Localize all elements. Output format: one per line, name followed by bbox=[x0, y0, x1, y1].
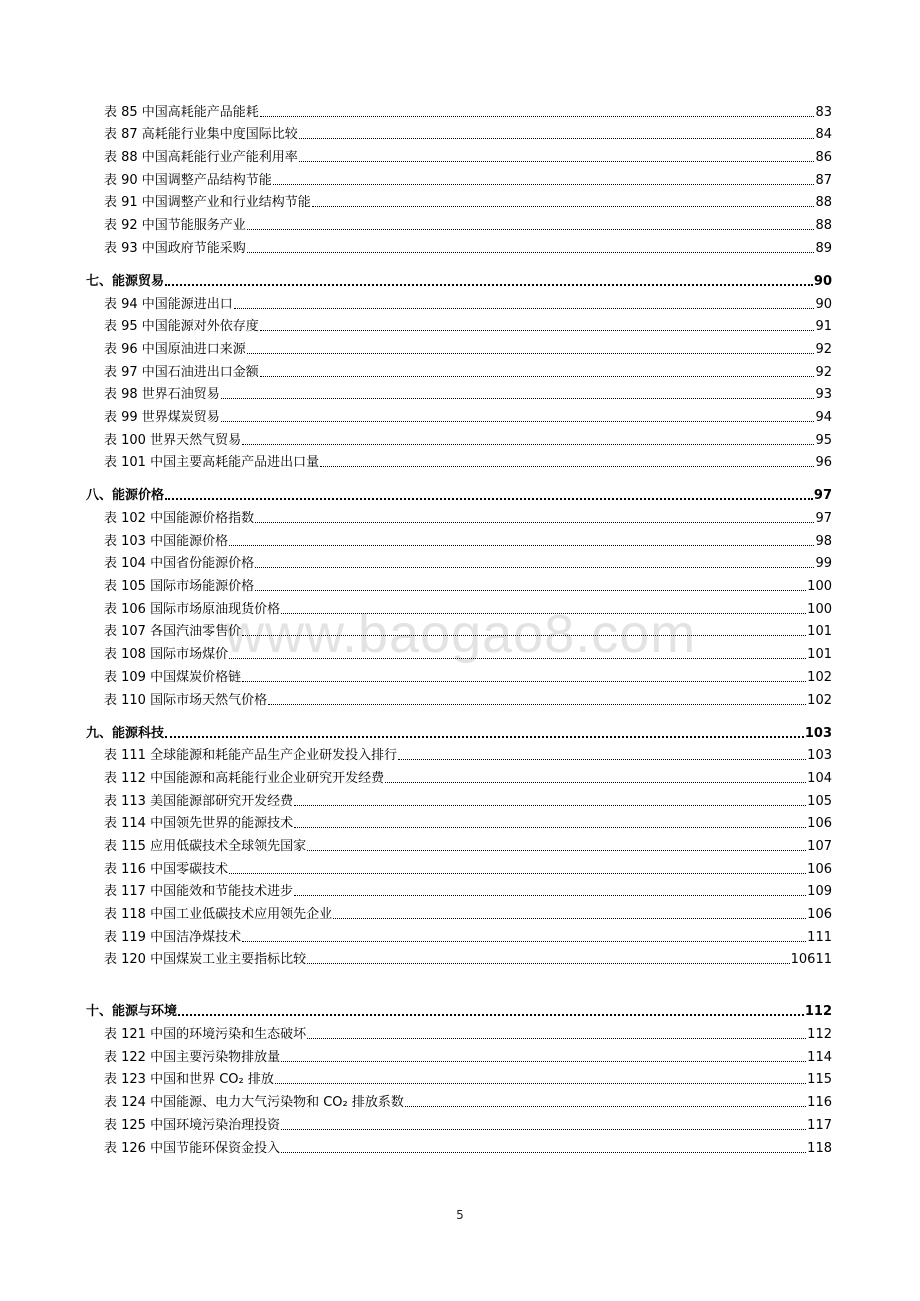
dot-leader bbox=[234, 308, 815, 309]
dot-leader bbox=[299, 161, 815, 162]
toc-entry-page: 92 bbox=[815, 341, 832, 357]
dot-leader bbox=[229, 873, 806, 874]
toc-entry-label: 表 105 国际市场能源价格 bbox=[104, 579, 255, 595]
toc-entry-page: 100 bbox=[807, 579, 832, 595]
dot-leader bbox=[242, 444, 814, 445]
toc-entry-page: 93 bbox=[815, 387, 832, 403]
toc-entry-label: 表 106 国际市场原油现货价格 bbox=[104, 601, 281, 617]
toc-section-heading[interactable] bbox=[86, 261, 832, 289]
toc-entry-label: 表 116 中国零碳技术 bbox=[104, 861, 229, 877]
toc-entry-page: 97 bbox=[813, 488, 832, 504]
toc-entry-label: 表 92 中国节能服务产业 bbox=[104, 218, 246, 234]
toc-entry-label: 表 110 国际市场天然气价格 bbox=[104, 692, 268, 708]
toc-entry-label: 表 88 中国高耗能行业产能利用率 bbox=[104, 150, 298, 166]
toc-entry[interactable] bbox=[86, 1087, 832, 1110]
dot-leader bbox=[307, 1038, 806, 1039]
toc-entry-page: 106 bbox=[807, 907, 832, 922]
dot-leader bbox=[281, 1061, 806, 1062]
toc-entry[interactable] bbox=[86, 289, 832, 312]
toc-entry-page: 104 bbox=[807, 770, 832, 786]
dot-leader bbox=[281, 1152, 806, 1153]
toc-entry-page: 101 bbox=[807, 624, 832, 640]
toc-entry[interactable] bbox=[86, 922, 832, 945]
toc-entry-label: 表 115 应用低碳技术全球领先国家 bbox=[104, 838, 307, 854]
dot-leader bbox=[333, 918, 806, 919]
toc-entry-page: 105 bbox=[807, 793, 832, 809]
toc-entry-page: 103 bbox=[804, 725, 832, 741]
toc-entry-label: 表 117 中国能效和节能技术进步 bbox=[104, 884, 294, 900]
toc-entry-label: 表 108 国际市场煤价 bbox=[104, 647, 229, 663]
toc-entry-label: 表 113 美国能源部研究开发经费 bbox=[104, 793, 294, 809]
toc-entry-page: 101 bbox=[807, 647, 832, 663]
dot-leader bbox=[385, 782, 806, 783]
dot-leader bbox=[255, 522, 814, 523]
toc-entry-page: 88 bbox=[815, 218, 832, 234]
toc-entry[interactable] bbox=[86, 312, 832, 335]
toc-entry-page: 87 bbox=[815, 172, 832, 188]
toc-entry[interactable] bbox=[86, 945, 832, 968]
toc-entry[interactable] bbox=[86, 831, 832, 854]
dot-leader bbox=[273, 184, 815, 185]
toc-entry[interactable] bbox=[86, 1110, 832, 1133]
toc-entry-label: 表 118 中国工业低碳技术应用领先企业 bbox=[104, 907, 333, 922]
table-of-contents bbox=[86, 97, 832, 1156]
toc-entry-label: 表 124 中国能源、电力大气污染物和 CO₂ 排放系数 bbox=[104, 1095, 404, 1111]
toc-entry-label: 表 120 中国煤炭工业主要指标比较 bbox=[104, 952, 307, 968]
toc-entry-page: 115 bbox=[807, 1072, 832, 1088]
dot-leader bbox=[294, 805, 806, 806]
toc-entry[interactable] bbox=[86, 448, 832, 471]
toc-entry-page: 112 bbox=[804, 1004, 832, 1020]
toc-entry[interactable] bbox=[86, 662, 832, 685]
dot-leader bbox=[221, 398, 815, 399]
toc-entry[interactable] bbox=[86, 1065, 832, 1088]
toc-entry-page: 107 bbox=[807, 838, 832, 854]
toc-entry[interactable] bbox=[86, 142, 832, 165]
toc-entry-page: 89 bbox=[815, 240, 832, 256]
toc-entry-label: 表 97 中国石油进出口金额 bbox=[104, 364, 259, 380]
toc-entry-label: 表 119 中国洁净煤技术 bbox=[104, 929, 242, 945]
toc-entry-label: 十、能源与环境 bbox=[86, 1004, 178, 1020]
dot-leader bbox=[242, 681, 806, 682]
toc-entry[interactable] bbox=[86, 425, 832, 448]
dot-leader bbox=[268, 704, 806, 705]
dot-leader bbox=[260, 330, 815, 331]
toc-entry[interactable] bbox=[86, 97, 832, 120]
dot-leader bbox=[281, 613, 806, 614]
dot-leader bbox=[221, 421, 815, 422]
toc-entry-page: 91 bbox=[815, 319, 832, 335]
dot-leader bbox=[229, 658, 806, 659]
toc-entry[interactable] bbox=[86, 120, 832, 143]
toc-entry-page: 83 bbox=[815, 104, 832, 120]
dot-leader bbox=[229, 545, 814, 546]
toc-entry[interactable] bbox=[86, 685, 832, 708]
toc-entry-page: 95 bbox=[815, 432, 832, 448]
toc-entry-page: 106 bbox=[807, 861, 832, 877]
toc-entry[interactable] bbox=[86, 786, 832, 809]
toc-entry-label: 表 91 中国调整产业和行业结构节能 bbox=[104, 195, 311, 211]
toc-entry-label: 表 111 全球能源和耗能产品生产企业研发投入排行 bbox=[104, 748, 398, 764]
toc-entry-label: 八、能源价格 bbox=[86, 488, 165, 504]
dot-leader bbox=[165, 284, 813, 286]
toc-entry-label: 表 104 中国省份能源价格 bbox=[104, 556, 255, 572]
toc-entry[interactable] bbox=[86, 877, 832, 900]
toc-entry-page: 90 bbox=[815, 296, 832, 312]
dot-leader bbox=[294, 827, 806, 828]
toc-entry-page: 97 bbox=[815, 511, 832, 526]
toc-entry-label: 表 107 各国汽油零售价 bbox=[104, 624, 242, 640]
watermark-text: www.baogao8.com bbox=[225, 604, 697, 664]
dot-leader bbox=[242, 941, 806, 942]
toc-entry-page: 90 bbox=[813, 273, 832, 289]
toc-entry-page: 102 bbox=[807, 692, 832, 708]
toc-entry-label: 表 109 中国煤炭价格链 bbox=[104, 669, 242, 685]
toc-entry-label: 表 93 中国政府节能采购 bbox=[104, 240, 246, 256]
toc-entry[interactable] bbox=[86, 402, 832, 425]
toc-section-heading[interactable] bbox=[86, 991, 832, 1019]
toc-entry-label: 表 94 中国能源进出口 bbox=[104, 296, 233, 312]
toc-entry-label: 表 123 中国和世界 CO₂ 排放 bbox=[104, 1072, 274, 1088]
toc-entry-page: 100 bbox=[807, 601, 832, 617]
toc-entry-page: 114 bbox=[807, 1049, 832, 1065]
dot-leader bbox=[260, 116, 815, 117]
page-number: 5 bbox=[456, 1208, 464, 1222]
toc-entry[interactable] bbox=[86, 503, 832, 526]
dot-leader bbox=[247, 229, 815, 230]
toc-entry-page: 102 bbox=[807, 669, 832, 685]
toc-entry[interactable] bbox=[86, 1019, 832, 1042]
dot-leader bbox=[294, 895, 806, 896]
toc-entry[interactable] bbox=[86, 809, 832, 832]
dot-leader bbox=[398, 759, 806, 760]
toc-entry-page: 94 bbox=[815, 409, 832, 425]
dot-leader bbox=[405, 1106, 806, 1107]
toc-entry-page: 98 bbox=[815, 533, 832, 549]
toc-entry-label: 表 98 世界石油贸易 bbox=[104, 387, 220, 403]
toc-entry[interactable] bbox=[86, 639, 832, 662]
dot-leader bbox=[255, 567, 814, 568]
toc-entry[interactable] bbox=[86, 357, 832, 380]
toc-entry-label: 表 103 中国能源价格 bbox=[104, 533, 229, 549]
toc-entry-label: 表 101 中国主要高耗能产品进出口量 bbox=[104, 455, 320, 471]
toc-entry[interactable] bbox=[86, 233, 832, 256]
toc-entry[interactable] bbox=[86, 899, 832, 922]
dot-leader bbox=[307, 963, 790, 964]
toc-entry-page: 109 bbox=[807, 884, 832, 900]
dot-leader bbox=[247, 353, 815, 354]
toc-entry-label: 表 87 高耗能行业集中度国际比较 bbox=[104, 127, 298, 143]
dot-leader bbox=[260, 376, 815, 377]
toc-entry-label: 表 96 中国原油进口来源 bbox=[104, 341, 246, 357]
toc-entry-label: 表 122 中国主要污染物排放量 bbox=[104, 1049, 281, 1065]
toc-entry[interactable] bbox=[86, 571, 832, 594]
toc-entry-page: 103 bbox=[807, 748, 832, 764]
toc-entry[interactable] bbox=[86, 380, 832, 403]
toc-entry-label: 表 102 中国能源价格指数 bbox=[104, 511, 255, 526]
dot-leader bbox=[165, 498, 813, 500]
toc-entry[interactable] bbox=[86, 165, 832, 188]
toc-entry[interactable] bbox=[86, 1133, 832, 1156]
toc-entry-page: 88 bbox=[815, 195, 832, 211]
dot-leader bbox=[247, 252, 815, 253]
toc-entry-page: 117 bbox=[807, 1117, 832, 1133]
dot-leader bbox=[178, 1014, 804, 1016]
toc-entry-page: 84 bbox=[815, 127, 832, 143]
toc-entry-label: 表 85 中国高耗能产品能耗 bbox=[104, 104, 259, 120]
toc-entry-label: 表 112 中国能源和高耗能行业企业研究开发经费 bbox=[104, 770, 385, 786]
dot-leader bbox=[307, 850, 806, 851]
toc-entry-page: 106 bbox=[807, 816, 832, 832]
toc-entry-page: 99 bbox=[815, 556, 832, 572]
toc-entry-page: 111 bbox=[807, 929, 832, 945]
toc-entry[interactable] bbox=[86, 594, 832, 617]
dot-leader bbox=[275, 1083, 806, 1084]
toc-entry[interactable] bbox=[86, 617, 832, 640]
toc-entry-page: 116 bbox=[807, 1095, 832, 1111]
toc-entry-page: 118 bbox=[807, 1140, 832, 1156]
toc-entry[interactable] bbox=[86, 741, 832, 764]
toc-entry-label: 表 100 世界天然气贸易 bbox=[104, 432, 242, 448]
toc-entry-label: 九、能源科技 bbox=[86, 725, 165, 741]
toc-section-heading[interactable] bbox=[86, 713, 832, 741]
toc-entry-label: 表 90 中国调整产品结构节能 bbox=[104, 172, 272, 188]
dot-leader bbox=[299, 138, 815, 139]
toc-entry-page: 112 bbox=[807, 1027, 832, 1043]
toc-entry-label: 表 114 中国领先世界的能源技术 bbox=[104, 816, 294, 832]
toc-entry-label: 表 126 中国节能环保资金投入 bbox=[104, 1140, 281, 1156]
toc-entry[interactable] bbox=[86, 1042, 832, 1065]
toc-entry[interactable] bbox=[86, 210, 832, 233]
toc-entry[interactable] bbox=[86, 334, 832, 357]
toc-entry-label: 表 99 世界煤炭贸易 bbox=[104, 409, 220, 425]
toc-entry-page: 92 bbox=[815, 364, 832, 380]
toc-entry[interactable] bbox=[86, 549, 832, 572]
dot-leader bbox=[312, 206, 815, 207]
toc-entry-label: 七、能源贸易 bbox=[86, 273, 165, 289]
toc-entry-page: 86 bbox=[815, 150, 832, 166]
toc-entry[interactable] bbox=[86, 763, 832, 786]
toc-entry-page: 96 bbox=[815, 455, 832, 471]
dot-leader bbox=[165, 736, 804, 738]
toc-entry[interactable] bbox=[86, 188, 832, 211]
toc-entry-label: 表 125 中国环境污染治理投资 bbox=[104, 1117, 281, 1133]
dot-leader bbox=[242, 635, 806, 636]
dot-leader bbox=[320, 466, 814, 467]
toc-entry[interactable] bbox=[86, 526, 832, 549]
toc-section-heading[interactable] bbox=[86, 475, 832, 503]
toc-entry-label: 表 121 中国的环境污染和生态破坏 bbox=[104, 1027, 307, 1043]
toc-entry-page: 10611 bbox=[790, 952, 832, 968]
toc-entry-label: 表 95 中国能源对外依存度 bbox=[104, 319, 259, 335]
toc-entry[interactable] bbox=[86, 854, 832, 877]
dot-leader bbox=[281, 1129, 806, 1130]
dot-leader bbox=[255, 590, 806, 591]
